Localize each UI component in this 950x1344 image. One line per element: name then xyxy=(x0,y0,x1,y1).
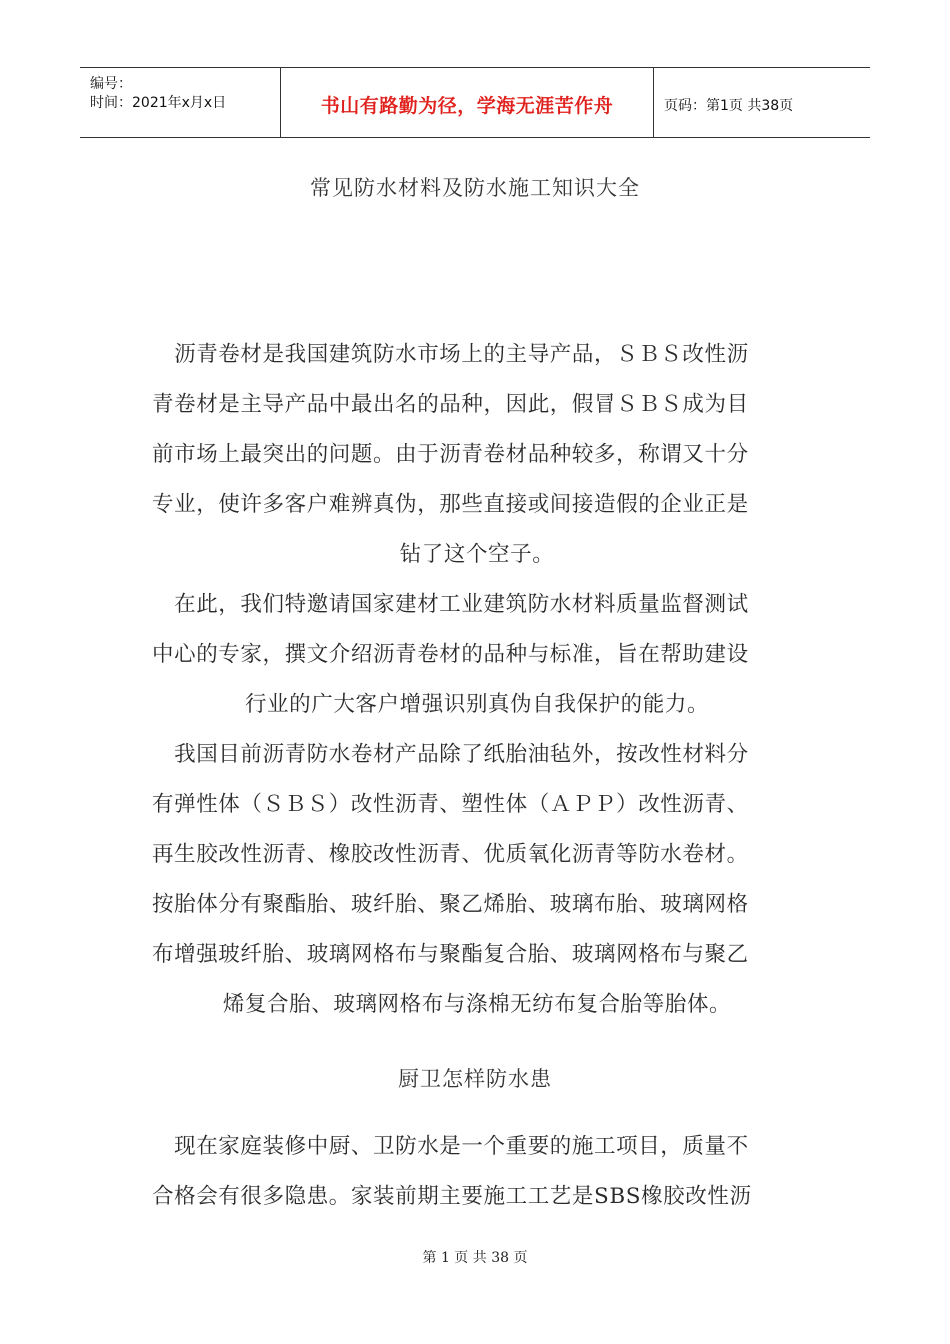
paragraph-line: 中心的专家，撰文介绍沥青卷材的品种与标准，旨在帮助建设 xyxy=(152,642,749,667)
paragraph-line: 再生胶改性沥青、橡胶改性沥青、优质氧化沥青等防水卷材。 xyxy=(152,842,749,867)
page-info: 页码：第1页 共38页 xyxy=(664,97,794,114)
paragraph-line: 按胎体分有聚酯胎、玻纤胎、聚乙烯胎、玻璃布胎、玻璃网格 xyxy=(152,892,749,917)
header-motto-cell xyxy=(281,68,654,137)
page-header xyxy=(80,67,870,138)
paragraph-line: 合格会有很多隐患。家装前期主要施工工艺是SBS橡胶改性沥 xyxy=(152,1184,752,1209)
section-paragraph xyxy=(152,1122,802,1222)
paragraph-last-line: 烯复合胎、玻璃网格布与涤棉无纺布复合胎等胎体。 xyxy=(222,992,732,1017)
paragraph-line: 在此，我们特邀请国家建材工业建筑防水材料质量监督测试 xyxy=(152,592,749,617)
paragraph-last-line: 钻了这个空子。 xyxy=(399,542,555,567)
paragraph-line: 布增强玻纤胎、玻璃网格布与聚酯复合胎、玻璃网格布与聚乙 xyxy=(152,942,749,967)
document-title: 常见防水材料及防水施工知识大全 xyxy=(310,176,640,200)
motto-text: 书山有路勤为径，学海无涯苦作舟 xyxy=(320,95,614,117)
paragraph-last-line: 行业的广大客户增强识别真伪自我保护的能力。 xyxy=(244,692,710,717)
paragraph-line: 有弹性体（ＳＢＳ）改性沥青、塑性体（ＡＰＰ）改性沥青、 xyxy=(152,792,749,817)
page-footer: 第 1 页 共 38 页 xyxy=(422,1250,528,1266)
paragraph-2 xyxy=(152,580,802,730)
header-page-cell xyxy=(654,68,870,137)
paragraph-line: 现在家庭装修中厨、卫防水是一个重要的施工项目，质量不 xyxy=(152,1134,749,1159)
paragraph-line: 我国目前沥青防水卷材产品除了纸胎油毡外，按改性材料分 xyxy=(152,742,749,767)
paragraph-line: 专业，使许多客户难辨真伪，那些直接或间接造假的企业正是 xyxy=(152,492,749,517)
paragraph-line: 青卷材是主导产品中最出名的品种，因此，假冒ＳＢＳ成为目 xyxy=(152,392,749,417)
paragraph-1 xyxy=(152,330,802,580)
time-label: 时间：2021年x月x日 xyxy=(90,95,227,111)
header-meta-cell xyxy=(80,68,281,137)
number-label: 编号： xyxy=(90,76,132,92)
paragraph-line: 沥青卷材是我国建筑防水市场上的主导产品，ＳＢＳ改性沥 xyxy=(152,342,749,367)
paragraph-3 xyxy=(152,730,802,1030)
section-title: 厨卫怎样防水患 xyxy=(398,1067,552,1091)
paragraph-line: 前市场上最突出的问题。由于沥青卷材品种较多，称谓又十分 xyxy=(152,442,749,467)
